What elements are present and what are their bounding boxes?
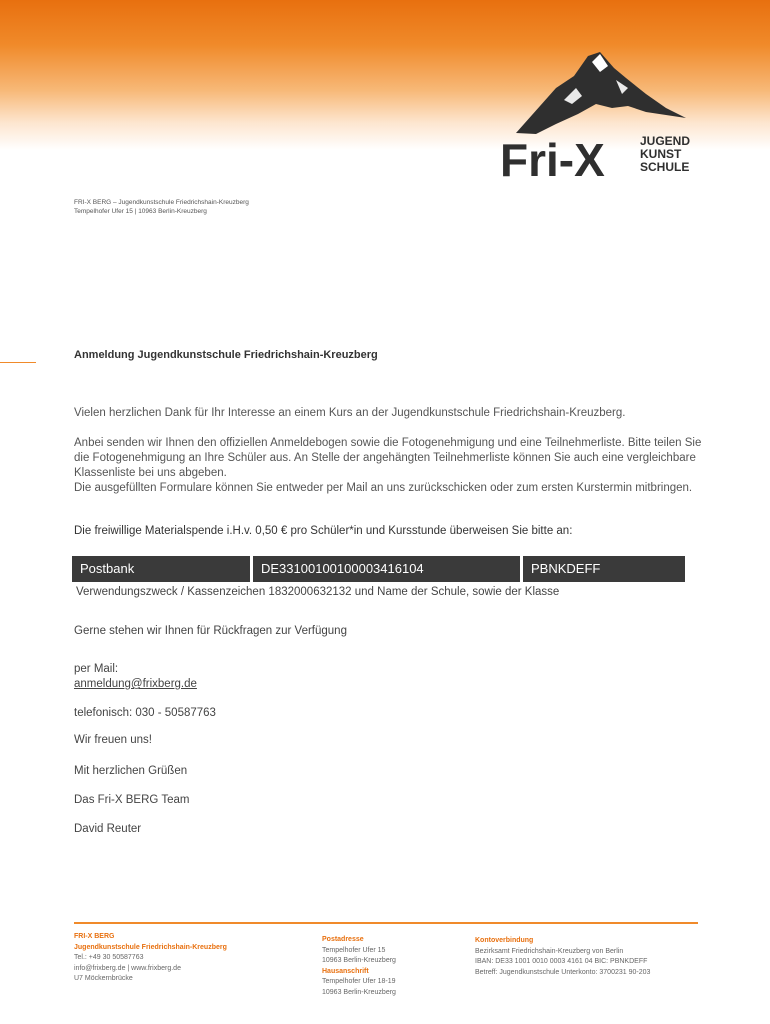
bank-details-table <box>72 556 685 582</box>
footer-post-title: Postadresse <box>322 936 364 943</box>
footer-divider <box>74 922 698 924</box>
footer-phone: Tel.: +49 30 50587763 <box>74 954 144 961</box>
footer-house-title: Hausanschrift <box>322 967 369 975</box>
footer-transit: U7 Möckernbrücke <box>74 975 133 982</box>
footer-bank-line-2: IBAN: DE33 1001 0010 0003 4161 04 BIC: PBNKDEFF <box>475 958 648 965</box>
footer-contact <box>74 932 227 985</box>
mountain-logo-icon <box>496 48 706 183</box>
mail-link[interactable]: anmeldung@frixberg.de <box>74 678 197 690</box>
footer-bank-line-1: Bezirksamt Friedrichshain-Kreuzberg von Berlin <box>475 947 624 955</box>
footer-web: info@frixberg.de | www.frixberg.de <box>74 964 181 972</box>
closing-text: Wir freuen uns! <box>74 734 152 746</box>
phone-text: telefonisch: 030 - 50587763 <box>74 707 216 719</box>
footer-org-name: FRI-X BERG <box>74 933 115 940</box>
logo-tagline-2: KUNST <box>640 147 682 161</box>
footer-post-line-1: Tempelhofer Ufer 15 <box>322 946 386 954</box>
iban-cell: DE33100100100003416104 <box>253 556 520 582</box>
footer-bank-line-3: Betreff: Jugendkunstschule Unterkonto: 3700231 90-203 <box>475 968 651 976</box>
logo-tagline-3: SCHULE <box>640 160 690 174</box>
bank-name-cell: Postbank <box>72 556 250 582</box>
letter-subject: Anmeldung Jugendkunstschule Friedrichshain-Kreuzberg <box>74 349 378 361</box>
logo-tagline-1: JUGEND <box>640 134 691 148</box>
info-paragraph-forms: Anbei senden wir Ihnen den offiziellen Anmeldebogen sowie die Fotogenehmigung und eine Teilnehmerliste. Bitte teilen Sie die Fotogenehmigung an Ihre Schüler aus. An Stelle der angehängten Teilnehmerliste können Sie auch eine vergleichbare Klassenliste bei uns abgeben. <box>74 437 702 479</box>
frix-logo <box>496 48 706 183</box>
info-paragraph <box>74 436 704 496</box>
signature-name: David Reuter <box>74 823 142 835</box>
footer-post-line-2: 10963 Berlin-Kreuzberg <box>322 957 396 964</box>
logo-brand: Fri-X <box>500 134 605 183</box>
questions-text: Gerne stehen wir Ihnen für Rückfragen zur Verfügung <box>74 625 347 637</box>
sender-address <box>74 198 249 216</box>
footer-house-line-2: 10963 Berlin-Kreuzberg <box>322 988 396 996</box>
fold-mark <box>0 362 36 363</box>
footer-addresses <box>322 935 396 998</box>
footer-bank-title: Kontoverbindung <box>475 937 534 944</box>
info-paragraph-return: Die ausgefüllten Formulare können Sie entweder per Mail an uns zurückschicken oder zum ersten Kurstermin mitbringen. <box>74 482 693 494</box>
donation-note: Die freiwillige Materialspende i.H.v. 0,50 € pro Schüler*in und Kursstunde überweisen Sie bitte an: <box>74 525 573 537</box>
payment-purpose: Verwendungszweck / Kassenzeichen 1832000632132 und Name der Schule, sowie der Klasse <box>76 586 560 598</box>
footer-house-line-1: Tempelhofer Ufer 18-19 <box>322 978 396 985</box>
footer-bank <box>475 936 650 978</box>
intro-paragraph: Vielen herzlichen Dank für Ihr Interesse an einem Kurs an der Jugendkunstschule Friedrichshain-Kreuzberg. <box>74 407 626 419</box>
mail-label: per Mail: <box>74 663 119 675</box>
greeting-text: Mit herzlichen Grüßen <box>74 765 188 777</box>
bic-cell: PBNKDEFF <box>523 556 685 582</box>
sender-line-2: Tempelhofer Ufer 15 | 10963 Berlin-Kreuzberg <box>74 208 207 215</box>
footer-org-subtitle: Jugendkunstschule Friedrichshain-Kreuzberg <box>74 943 227 951</box>
sender-line-1: FRI-X BERG – Jugendkunstschule Friedrichshain-Kreuzberg <box>74 199 249 206</box>
team-name: Das Fri-X BERG Team <box>74 794 190 806</box>
